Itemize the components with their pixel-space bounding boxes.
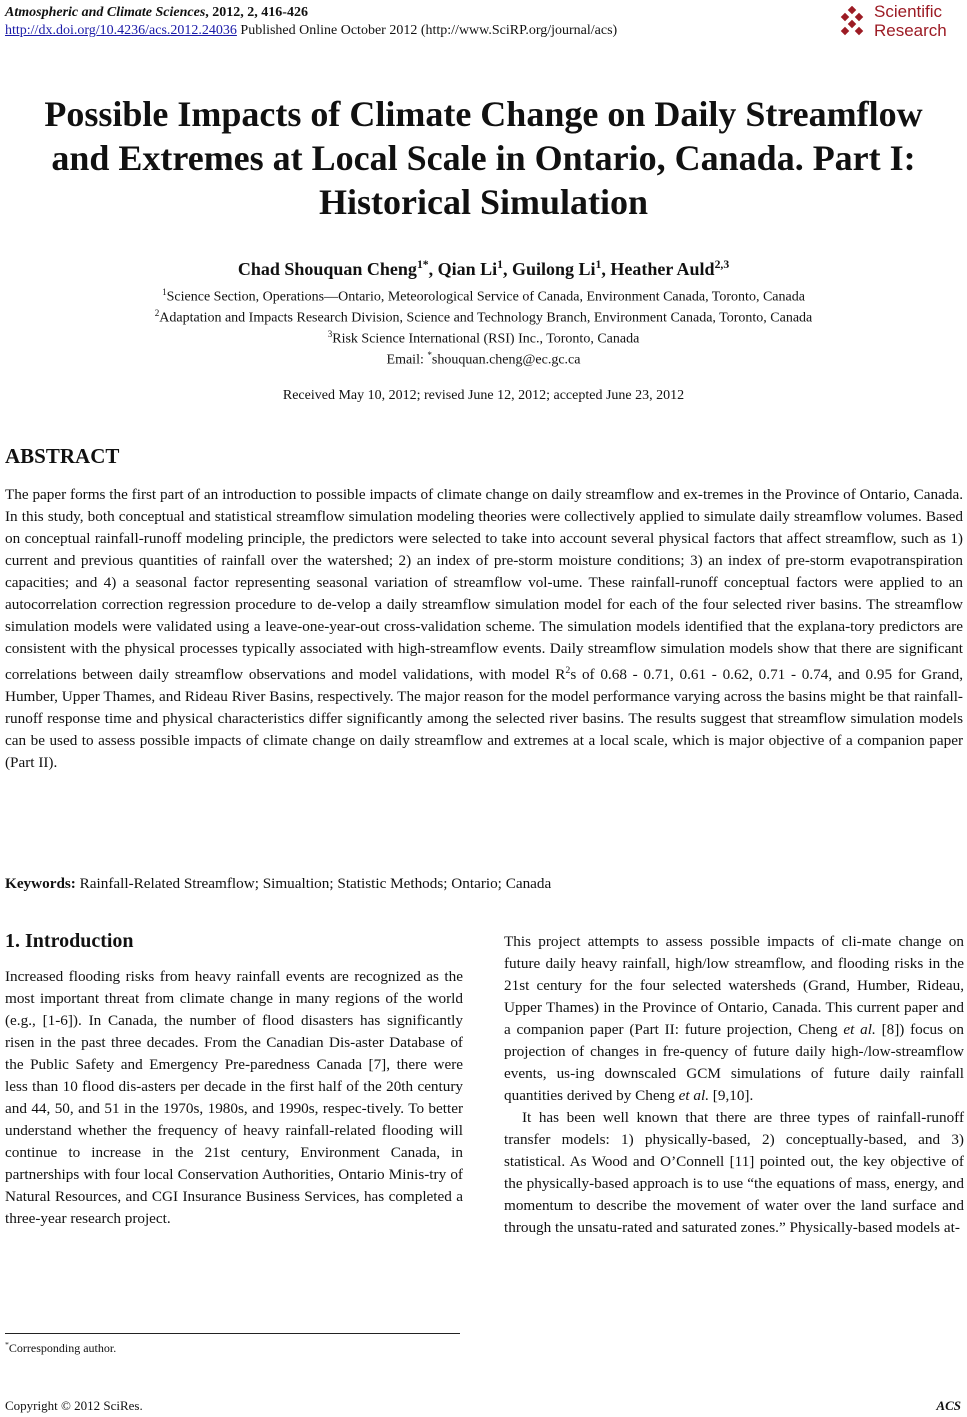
- keywords-label: Keywords:: [5, 875, 76, 892]
- author-affil-sup: 2,3: [714, 258, 730, 271]
- footnote: [5, 1340, 116, 1356]
- author-affil-sup: 1: [497, 258, 503, 271]
- author-name: Heather Auld: [610, 259, 715, 279]
- logo-line-2: Research: [874, 21, 947, 40]
- author-email: [0, 345, 967, 371]
- abstract-text: [5, 484, 963, 774]
- text-run: [8]) focus on projection of changes in fre-quency of future daily high-/low-streamflow events, us-ing downscaled GCM simulations of future daily rainfall quantities derived by Cheng: [504, 1021, 964, 1104]
- abstract-part-1: The paper forms the first part of an introduction to possible impacts of climate change on daily streamflow and ex-tremes in the Province of Ontario, Canada. In this study, both conceptual and statistical streamflow simulation modeling theories were collectively applied to simulate daily streamflow volumes. Based on conceptual rainfall-runoff modeling principle, the predictors were selected to take into account several physical factors that affect streamflow, such as 1) current and previous quantities of rainfall over the watershed; 2) an index of pre-storm moisture conditions; 3) an index of pre-storm evapotranspiration capacities; and 4) a seasonal factor representing seasonal variation of streamflow vol-ume. These rainfall-runoff conceptual factors were applied to an autocorrelation correction regression procedure to de-velop a daily streamflow simulation model for each of the four selected river basins. The streamflow simulation models were validated using a leave-one-year-out cross-validation scheme. The simulation models identified that the explana-tory predictors are consistent with the physical processes typically associated with high-streamflow events. Daily streamflow simulation models show that there are significant correlations between daily streamflow observations and model validations, with model R: [5, 486, 963, 684]
- author-separator: ,: [428, 259, 438, 279]
- intro-paragraph-3: It has been well known that there are three types of rainfall-runoff transfer models: 1) physically-based, 2) conceptually-based, and 3) statistical. As Wood and O’Connell [11] pointed out, the key objective of the physically-based approach is to use “the equations of mass, energy, and momentum to describe the movement of water over the land surface and through the unsatu-rated and saturated zones.” Physically-based models at-: [504, 1109, 964, 1236]
- affil-text: Science Section, Operations—Ontario, Meteorological Service of Canada, Environment Canada, Toronto, Canada: [166, 289, 805, 305]
- title-line-3: Historical Simulation: [318, 182, 648, 222]
- published-info: Published Online October 2012 (http://www.SciRP.org/journal/acs): [236, 23, 618, 38]
- journal-citation: , 2012, 2, 416-426: [205, 5, 308, 20]
- author-affil-sup: 1*: [416, 258, 429, 271]
- journal-name: Atmospheric and Climate Sciences: [5, 5, 206, 20]
- right-column: [504, 931, 964, 1239]
- author-separator: ,: [601, 259, 611, 279]
- affil-text: Risk Science International (RSI) Inc., Toronto, Canada: [332, 331, 640, 347]
- affil-sup: 1: [162, 287, 167, 297]
- scirp-logo-icon: [836, 6, 868, 38]
- email-sup: *: [427, 350, 432, 360]
- doi-link[interactable]: http://dx.doi.org/10.4236/acs.2012.24036: [5, 23, 237, 38]
- footnote-text: Corresponding author.: [8, 1341, 117, 1355]
- et-al: et al.: [678, 1087, 709, 1104]
- keywords: [5, 875, 963, 893]
- journal-header: [5, 4, 617, 40]
- affil-text: Adaptation and Impacts Research Division, Science and Technology Branch, Environment Canada, Toronto, Canada: [159, 310, 813, 326]
- keywords-text: Rainfall-Related Streamflow; Simualtion; Statistic Methods; Ontario; Canada: [75, 875, 552, 892]
- title-line-1: Possible Impacts of Climate Change on Daily Streamflow: [44, 94, 923, 134]
- r-squared-sup: 2: [565, 665, 571, 676]
- affil-sup: 3: [327, 329, 333, 339]
- footnote-divider: [5, 1333, 460, 1334]
- intro-paragraph-2: [504, 931, 964, 1107]
- author-list: [0, 258, 967, 280]
- publisher-logo: [836, 2, 961, 42]
- abstract-part-2: s of 0.68 - 0.71, 0.61 - 0.62, 0.71 - 0.74, and 0.95 for Grand, Humber, Upper Thames, and Rideau River Basins, respectively. The major reason for the model performance varying across the basins might be that rainfall-runoff response time and physical characteristics differ significantly among the selected river basins. The results suggest that streamflow simulation models can be used to assess possible impacts of climate change on daily streamflow and extremes at a local scale, which is major objective of a companion paper (Part II).: [5, 666, 963, 772]
- left-column: [5, 966, 463, 1230]
- abstract-heading: ABSTRACT: [5, 444, 120, 468]
- logo-line-1: Scientific: [874, 2, 943, 21]
- author-name: Qian Li: [437, 259, 498, 279]
- paper-title: [0, 92, 967, 224]
- intro-paragraph-1: Increased flooding risks from heavy rainfall events are recognized as the most important threat from climate change in many regions of the world (e.g., [1-6]). In Canada, the number of flood disasters has significantly risen in the past three decades. From the Canadian Dis-aster Database of the Public Safety and Emergency Pre-paredness Canada [7], there were less than 10 flood dis-asters per decade in the first half of the 20th century and 44, 50, and 51 in the 1970s, 1980s, and 1990s, respec-tively. To better understand whether the frequency of heavy rainfall-related flooding will continue to increase in the 21st century, Environment Canada, in partnerships with four local Conservation Authorities, Ontario Minis-try of Natural Resources, and CGI Insurance Business Services, has completed a three-year research project.: [5, 968, 463, 1227]
- introduction-heading: 1. Introduction: [5, 930, 134, 952]
- author-separator: ,: [503, 259, 512, 279]
- received-dates: Received May 10, 2012; revised June 12, 2012; accepted June 23, 2012: [282, 388, 685, 403]
- title-line-2: and Extremes at Local Scale in Ontario, Canada. Part I:: [51, 138, 916, 178]
- footnote-sup: *: [5, 1340, 9, 1349]
- journal-abbreviation: ACS: [936, 1398, 961, 1413]
- text-run: This project attempts to assess possible impacts of cli-mate change on future daily heavy rainfall, high/low streamflow, and flooding risks in the 21st century for the four selected watersheds (Grand, Humber, Rideau, Upper Thames) in the Province of Ontario, Canada. This current paper and a companion paper (Part II: future projection, Cheng: [504, 933, 964, 1038]
- author-name: Chad Shouquan Cheng: [237, 259, 417, 279]
- copyright: Copyright © 2012 SciRes.: [5, 1398, 143, 1413]
- et-al: et al.: [843, 1021, 876, 1038]
- author-name: Guilong Li: [512, 259, 596, 279]
- email-label: Email:: [386, 352, 428, 368]
- email-address[interactable]: shouquan.cheng@ec.gc.ca: [431, 352, 581, 368]
- text-run: [9,10].: [709, 1087, 754, 1104]
- author-affil-sup: 1: [595, 258, 602, 271]
- affil-sup: 2: [154, 308, 160, 318]
